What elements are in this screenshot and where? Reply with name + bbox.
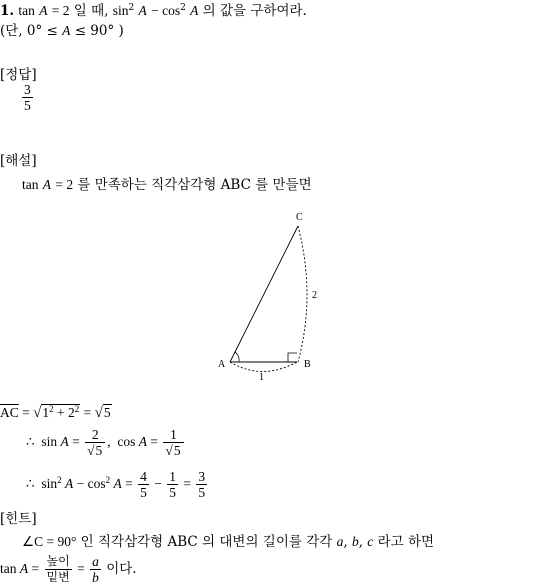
sin-label: sin — [41, 434, 58, 449]
problem-line — [0, 2, 307, 20]
ac-result: 5 — [103, 405, 111, 420]
final-f2-num: 1 — [169, 469, 176, 485]
label-c: C — [296, 212, 303, 223]
hint-fraction-1 — [45, 554, 72, 585]
lead-eq: = 2 — [55, 177, 74, 192]
hint-tan-var: A — [19, 561, 29, 576]
cos-num: 1 — [163, 427, 183, 443]
condition-lhs: tan — [18, 3, 35, 18]
lead-var: A — [42, 177, 52, 192]
range-line — [0, 22, 124, 40]
right-angle-mark — [288, 353, 297, 362]
ask-var: A — [138, 3, 147, 18]
condition-rhs: = 2 — [51, 3, 70, 18]
hint-fraction-2 — [90, 554, 101, 585]
ac-rad: 1 — [42, 405, 50, 420]
hint-body: 인 직각삼각형 ABC 의 대변의 길이를 각각 — [80, 534, 333, 550]
sin-var: A — [60, 434, 69, 449]
cos-den: 5 — [173, 443, 181, 459]
hint-var-b: b — [351, 534, 359, 549]
condition-var: A — [39, 3, 48, 18]
side-ac — [230, 226, 298, 362]
ask-suffix: 의 값을 구하여라. — [202, 3, 307, 19]
hint-tail: 라고 하면 — [377, 534, 435, 550]
final-f1-num: 4 — [140, 469, 147, 485]
final-var-2: A — [113, 476, 122, 491]
range-end: ≤ 90° ) — [74, 23, 124, 39]
ask-sin: sin — [112, 3, 129, 18]
range-var: A — [62, 23, 71, 38]
final-frac-1 — [138, 469, 149, 500]
answer-header: [정답] — [0, 67, 37, 83]
final-minus: − cos — [76, 476, 106, 491]
final-f1-den: 5 — [140, 485, 147, 501]
ac-plus: + 2 — [57, 405, 75, 420]
hint-line-1: ∠C = 90° 인 직각삼각형 ABC 의 대변의 길이를 각각 a, b, c 라고 하면 — [22, 534, 435, 550]
ask-minus: − cos — [151, 3, 181, 18]
problem-number: 1. — [0, 3, 15, 19]
answer-denominator: 5 — [24, 98, 31, 113]
ac-eq: = — [22, 405, 30, 420]
ac-eq2: = — [83, 405, 92, 420]
final-sin: sin — [41, 476, 58, 491]
hint-header: [힌트] — [0, 511, 37, 527]
cos-var: A — [138, 434, 148, 449]
hint-frac-den: 밑변 — [46, 570, 70, 585]
ask-exp-2: 2 — [180, 3, 186, 13]
hint-line-2: tan A = $\frac{\text{높이}}{\text{밑변}}$ = $\frac{a}{b}$ 이다. — [0, 554, 137, 586]
final-frac-3 — [196, 469, 207, 500]
final-frac-2 — [167, 469, 178, 500]
sin-fraction: $\frac{2}{√5}$ — [85, 427, 105, 458]
condition-suffix: 일 때, — [73, 3, 109, 19]
ac-plus-exp: 2 — [74, 404, 80, 414]
hint-angle: ∠C = 90° — [22, 534, 77, 549]
hint-end: 이다. — [106, 561, 137, 577]
answer-fraction — [22, 82, 33, 113]
final-var-1: A — [64, 476, 74, 491]
sin-den: 5 — [95, 443, 103, 459]
sincos-line: ∴ sin A = $\frac{2}{√5}$ , cos A = $\frac{1}{√5}$ — [26, 424, 186, 460]
ac-line — [0, 404, 112, 422]
triangle-figure — [200, 205, 330, 385]
hint-frac-num: 높이 — [46, 554, 70, 569]
final-sin-exp: 2 — [57, 475, 62, 485]
brace-ab — [230, 362, 297, 372]
final-f3-den: 5 — [198, 485, 206, 501]
hint-tan: tan — [0, 561, 17, 576]
label-side-bc: 2 — [312, 290, 317, 301]
final-line: ∴ $\sin^2 A - \cos^2 A$ = $\frac{4}{5}$ − $\frac{1}{5}$ = $\frac{3}{5}$ — [26, 469, 206, 501]
final-f2-den: 5 — [169, 485, 176, 501]
label-b: B — [304, 359, 311, 370]
hint-frac2-den: b — [92, 570, 99, 586]
sin-num: 2 — [85, 427, 105, 443]
ac-rad-exp: 2 — [49, 404, 54, 414]
hint-var-a: a — [336, 534, 344, 549]
label-a: A — [218, 359, 226, 370]
angle-mark — [235, 352, 239, 362]
hint-frac2-num: a — [92, 554, 99, 570]
explanation-lead — [22, 176, 312, 194]
ac-segment: $\overline{AC}$ — [0, 405, 19, 420]
ask-var-2: A — [190, 3, 199, 18]
answer-numerator: 3 — [24, 82, 31, 97]
cos-label: cos — [117, 434, 136, 449]
final-cos-exp: 2 — [105, 475, 111, 485]
lead-text: 를 만족하는 직각삼각형 ABC 를 만들면 — [77, 177, 312, 193]
ask-exp: 2 — [128, 3, 135, 13]
hint-var-c: c — [367, 534, 374, 549]
therefore-2: ∴ — [26, 476, 35, 491]
final-f3-num: 3 — [198, 469, 206, 485]
label-side-ab: 1 — [259, 372, 264, 383]
explanation-header: [해설] — [0, 153, 37, 169]
range-text: (단, 0° ≤ — [0, 23, 58, 39]
lead-tan: tan — [22, 177, 39, 192]
brace-bc — [298, 226, 307, 362]
ac-sqrt: $√1^2 + 2^2$ — [33, 404, 80, 421]
cos-fraction: $\frac{1}{√5}$ — [163, 427, 183, 458]
therefore-1: ∴ — [26, 434, 35, 449]
ac-result-sqrt: √5 — [94, 405, 111, 421]
